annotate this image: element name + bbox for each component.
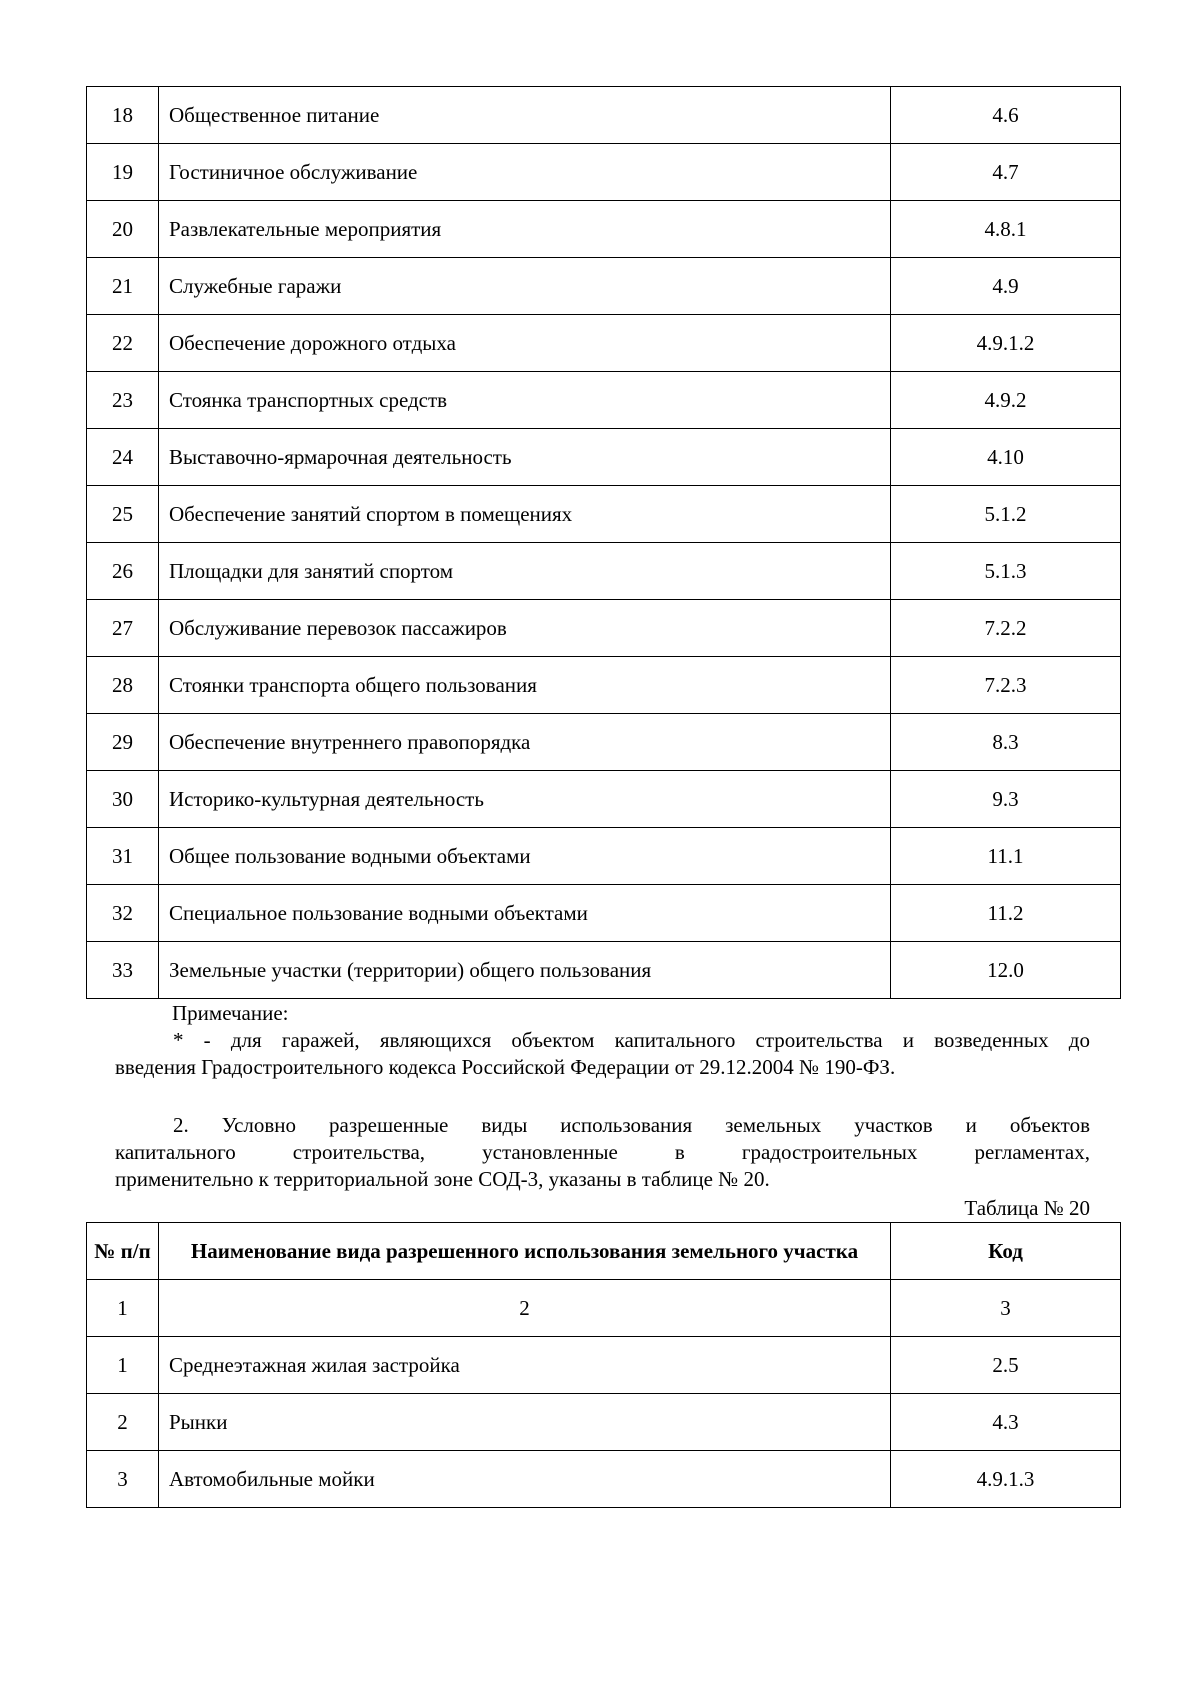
table-row <box>87 1394 1121 1451</box>
table-row <box>87 429 1121 486</box>
row-number: 24 <box>87 429 159 486</box>
table-row <box>87 543 1121 600</box>
row-number: 20 <box>87 201 159 258</box>
use-type-code: 9.3 <box>891 771 1121 828</box>
use-type-name: Земельные участки (территории) общего пользования <box>159 942 891 999</box>
use-type-name: Рынки <box>159 1394 891 1451</box>
table-row <box>87 372 1121 429</box>
use-type-name: Среднеэтажная жилая застройка <box>159 1337 891 1394</box>
table-row <box>87 657 1121 714</box>
use-type-code: 5.1.3 <box>891 543 1121 600</box>
use-type-code: 5.1.2 <box>891 486 1121 543</box>
use-type-name: Обеспечение занятий спортом в помещениях <box>159 486 891 543</box>
column-index-row <box>87 1280 1121 1337</box>
use-type-name: Служебные гаражи <box>159 258 891 315</box>
row-number: 21 <box>87 258 159 315</box>
table-row <box>87 144 1121 201</box>
table-row <box>87 258 1121 315</box>
use-type-name: Стоянки транспорта общего пользования <box>159 657 891 714</box>
column-index: 3 <box>891 1280 1121 1337</box>
use-type-name: Стоянка транспортных средств <box>159 372 891 429</box>
use-type-code: 4.9.1.3 <box>891 1451 1121 1508</box>
use-type-code: 4.9 <box>891 258 1121 315</box>
paragraph-line: 2. Условно разрешенные виды использования земельных участков и объектов <box>173 1113 1090 1137</box>
use-type-code: 7.2.2 <box>891 600 1121 657</box>
use-type-code: 11.1 <box>891 828 1121 885</box>
column-header-number: № п/п <box>87 1223 159 1280</box>
row-number: 32 <box>87 885 159 942</box>
use-type-name: Историко-культурная деятельность <box>159 771 891 828</box>
column-header-name: Наименование вида разрешенного использования земельного участка <box>159 1223 891 1280</box>
table-row <box>87 1337 1121 1394</box>
use-type-code: 12.0 <box>891 942 1121 999</box>
use-type-code: 4.3 <box>891 1394 1121 1451</box>
table-caption: Таблица № 20 <box>964 1196 1090 1220</box>
note-label: Примечание: <box>172 1001 289 1025</box>
use-type-name: Развлекательные мероприятия <box>159 201 891 258</box>
use-type-code: 4.6 <box>891 87 1121 144</box>
row-number: 1 <box>87 1337 159 1394</box>
use-type-code: 7.2.3 <box>891 657 1121 714</box>
column-header-code: Код <box>891 1223 1121 1280</box>
use-type-code: 11.2 <box>891 885 1121 942</box>
use-type-name: Гостиничное обслуживание <box>159 144 891 201</box>
row-number: 29 <box>87 714 159 771</box>
conditional-use-table <box>86 1222 1121 1508</box>
note-text <box>115 1027 1090 1081</box>
column-index: 1 <box>87 1280 159 1337</box>
paragraph-line: капитального строительства, установленные в градостроительных регламентах, <box>115 1140 1090 1164</box>
use-type-name: Обеспечение дорожного отдыха <box>159 315 891 372</box>
table-row <box>87 771 1121 828</box>
row-number: 26 <box>87 543 159 600</box>
row-number: 18 <box>87 87 159 144</box>
table-row <box>87 315 1121 372</box>
use-type-code: 4.9.2 <box>891 372 1121 429</box>
land-use-table-continued <box>86 86 1121 999</box>
use-type-code: 4.10 <box>891 429 1121 486</box>
use-type-code: 8.3 <box>891 714 1121 771</box>
table-row <box>87 828 1121 885</box>
row-number: 28 <box>87 657 159 714</box>
paragraph-line: применительно к территориальной зоне СОД-3, указаны в таблице № 20. <box>115 1167 770 1191</box>
use-type-name: Обеспечение внутреннего правопорядка <box>159 714 891 771</box>
row-number: 25 <box>87 486 159 543</box>
row-number: 3 <box>87 1451 159 1508</box>
table-row <box>87 942 1121 999</box>
table-header-row <box>87 1223 1121 1280</box>
row-number: 27 <box>87 600 159 657</box>
use-type-name: Специальное пользование водными объектами <box>159 885 891 942</box>
note-line: * - для гаражей, являющихся объектом капитального строительства и возведенных до <box>173 1028 1090 1052</box>
use-type-code: 4.9.1.2 <box>891 315 1121 372</box>
row-number: 22 <box>87 315 159 372</box>
table-row <box>87 600 1121 657</box>
use-type-name: Автомобильные мойки <box>159 1451 891 1508</box>
table-row <box>87 486 1121 543</box>
row-number: 31 <box>87 828 159 885</box>
use-type-name: Общественное питание <box>159 87 891 144</box>
row-number: 33 <box>87 942 159 999</box>
use-type-code: 2.5 <box>891 1337 1121 1394</box>
table-row <box>87 714 1121 771</box>
use-type-name: Площадки для занятий спортом <box>159 543 891 600</box>
table-row <box>87 87 1121 144</box>
row-number: 2 <box>87 1394 159 1451</box>
row-number: 30 <box>87 771 159 828</box>
table-row <box>87 1451 1121 1508</box>
use-type-name: Обслуживание перевозок пассажиров <box>159 600 891 657</box>
use-type-name: Общее пользование водными объектами <box>159 828 891 885</box>
use-type-name: Выставочно-ярмарочная деятельность <box>159 429 891 486</box>
note-line: введения Градостроительного кодекса Российской Федерации от 29.12.2004 № 190-ФЗ. <box>115 1055 896 1079</box>
row-number: 23 <box>87 372 159 429</box>
use-type-code: 4.8.1 <box>891 201 1121 258</box>
table-row <box>87 201 1121 258</box>
row-number: 19 <box>87 144 159 201</box>
paragraph-conditional-uses <box>115 1112 1090 1193</box>
use-type-code: 4.7 <box>891 144 1121 201</box>
table-row <box>87 885 1121 942</box>
column-index: 2 <box>159 1280 891 1337</box>
